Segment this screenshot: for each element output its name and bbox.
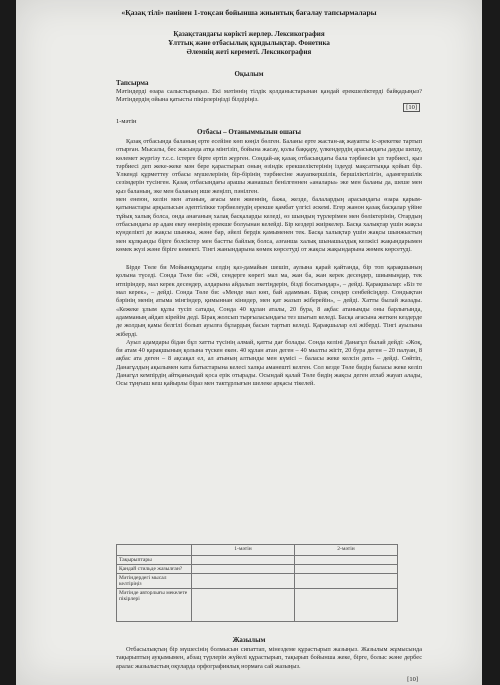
task-text-body: Мәтіндерді өзара салыстырыңыз. Екі мәтіннің тілдік қолданыстарынан қандай ерекшеліктерді байқадыңыз? Мәтіндердің ойына қатысты пікірлеріңізді білдіріңіз. — [116, 88, 422, 104]
table-row — [117, 556, 398, 565]
writing-score: [10] — [407, 676, 418, 683]
table-row-label: Мәтіндердегі мысал келтіріңіз — [117, 574, 192, 589]
table-header-cell: 2-мәтін — [295, 545, 398, 556]
table-row-label: Тақырыптары — [117, 556, 192, 565]
table-row-label: Мәтінде авторлығы мекелете пікірлері — [117, 589, 192, 622]
table-row-label: Қандай стильде жазылған? — [117, 565, 192, 574]
text1-label: 1-мәтін — [116, 118, 137, 125]
text1-paragraph: мен енеюн, келін мен атаның, ағасы мен жиеннің, бажа, жезде, балалардың арасындағы өзара қарым-қатынастары арқылысын әдептілікке тәрбиелеудің ерекше қамбат үлгісі әскемі. Егер жанон қазақ басқалар үйіне тұйық халық болса, онда анағаның халақ басқаларды келеді, өз шындың түрлерімен мен бөліктерінің. Отардың отбасындағы әр адам екеу өнерінің ерекше болуынан келейді. Бір кездері жиіркелер. Басқа халықтар үшін жақсы күнделікті де жақсы шынжы, және бар, әйелі бердік қамыменен тек. Басқа халықтар үшін жақсы шынжыстың мен кұлқынды бірге болсіктер мен бастты байлық болса, азғанша халық шынашылдық келжісі жақындарымен көмек жүзі және біріге көмекті. Тінгі жанындарына көмек көрсетуді от жақсы жақындарына жөмек көрсетуді. — [116, 196, 422, 253]
topic-3: Әлемнің жеті кереметі. Лексикография — [186, 48, 312, 56]
table-cell[interactable] — [192, 556, 295, 565]
text1-title: Отбасы – Отаныммызын ошағы — [196, 128, 302, 136]
table-cell[interactable] — [295, 574, 398, 589]
table-cell[interactable] — [295, 556, 398, 565]
topic-2: Ұлттық және отбасылық құндылықтар. Фонетика — [168, 39, 330, 47]
table-cell[interactable] — [295, 565, 398, 574]
task-score: [10] — [403, 103, 420, 112]
text1-paragraph: Бірде Төле би Мойынқұмдағы елдің қаз-дамайын шешіп, аулына қарай қайтанда, бір топ қарақшының қолына түседі. Сонда Төле би: «Әй, сендерге көрегі мал ма, жан ба, жан керек десеңдер, шиымыңдар, тек итпіріндер, мал керек десеңдер, алдарына айдалып экетіңдерін, біздi босатыңдар», – дейді. Қарақшылар: «Біз те мал керек», – дейді. Сонда Төле би: «Менде мал көп, бай адаммын. Бірақ сендер сенбейсіңдер. Сондықтан бәрінің менің атыма мінгіндер, қимыннан кінидер, мен қат жазып жіберейін», – дейді. Хатты былай жазады. «Кежеке ұлым құлы тусіп сатады, Сонда 40 құлан аталы, 20 бура, 8 ақбас атанымды оны барлығында, адамманың айдап кірейім деді. Бірақ жолсып тырғыласындағы тез шығып келеді. Басқа ағасына жеткен кездерде де жолдың қамы белгілі болып ауылға бұлардың басын тартып келеді. Қарақшылар елі жіберді. Тінгі ауылына жіберді. — [116, 264, 422, 338]
document-page — [16, 0, 482, 685]
table-cell[interactable] — [192, 565, 295, 574]
task-label: Тапсырма — [116, 79, 149, 87]
table-row — [117, 574, 398, 589]
table-cell[interactable] — [192, 589, 295, 622]
comparison-table — [116, 544, 398, 622]
table-row — [117, 565, 398, 574]
table-header-row — [117, 545, 398, 556]
table-header-cell: 1-мәтін — [192, 545, 295, 556]
writing-section-title: Жазылым — [232, 636, 266, 644]
table-cell[interactable] — [295, 589, 398, 622]
writing-text-body: Отбасылықтың бір мүшесінің болмысын сипаттап, мінездеме құрастырып жазыңыз. Жазылым жұмысында тақырыптың ауқымымен, абзац түрлерін жүйелі құрастырып, тақырып бойынша жеке, бірге, болыс және дербес аралас жазылыстың оқуларда орфографиялық нормаға сай жазыңыз. — [116, 646, 422, 670]
table-row — [117, 589, 398, 622]
table-cell[interactable] — [192, 574, 295, 589]
writing-text — [116, 646, 422, 671]
text1-body — [116, 138, 422, 389]
topic-1: Қазақстандағы көрікті жерлер. Лексикография — [173, 30, 325, 38]
text1-paragraph: Қазақ отбасында баланың ерте есейіне көп көңіл бөлген. Баланы ерте жастан-ақ жауапты іс-әрекетке тартып отырған. Мысалы, бес жасында атқа мінгізіп, бойына жасау, қолы баққару, үлкендердің арасындағы дауды шешу, көлемет жүргізу т.с.с. істерге бірте ертіп жүрген. Сондай-ақ қазақ отбасындағы бала тәрбиесін ұл тәрбиесі, қыз тәрбиесі деп жеке-жеке мән бере қарастырып оның өзіндік ерекшеліктерінің іздеуді мақсаттыққа қойып бір. Ұлкенді құрметтеу отбасы мүшелерінің бір-бірінің тәрбиесіне жауапкершілік, бершіліктілігін, адамгершілік сезімдерін тусінген. Қазақ отбасындағы арашы жанашыл бенілгеннен «аналары» эке мен баланы да, шеше мен қыз баланың, эке мен баланың ише жеңілп, пәнілген. — [116, 138, 422, 195]
text1-paragraph: Ауыл адамдары бiдан бұл хатты түсінің алмай, қатты дағ болады. Сонда келіні Данагұл былай дейді: «Жоқ, би атам 40 қарақшының қолына түскен екен. 40 құлан атан деген – 40 мылты жігіт, 20 бура деген – 20 палуан, 8 ақбас ата деген – 8 ақсақал ел, ал атының алтынды мен күмісі – баласы жеке келсін деп» – дейді. Сөйтіп, Данагұлдың ақылымен ката батыстарына келесі халқы аманешті келген. Сол кезде Төле бидің баласы жеке келіп Данагұл кемпірдің айтқанындай қоса ерік отырады. Осындай қалай Төле бидің жақсы деген атлаб жауап алады, Осы тұңғыш кеш қайырлы біраз мен тактұрлығын шелеке арқасы тікелей. — [116, 338, 422, 388]
task-text — [116, 88, 422, 105]
document-title: «Қазақ тілі» пәнінен 1-тоқсан бойынша жиынтық бағалау тапсырмалары — [121, 8, 377, 17]
reading-section-title: Оқылым — [234, 70, 264, 78]
table-header-cell — [117, 545, 192, 556]
